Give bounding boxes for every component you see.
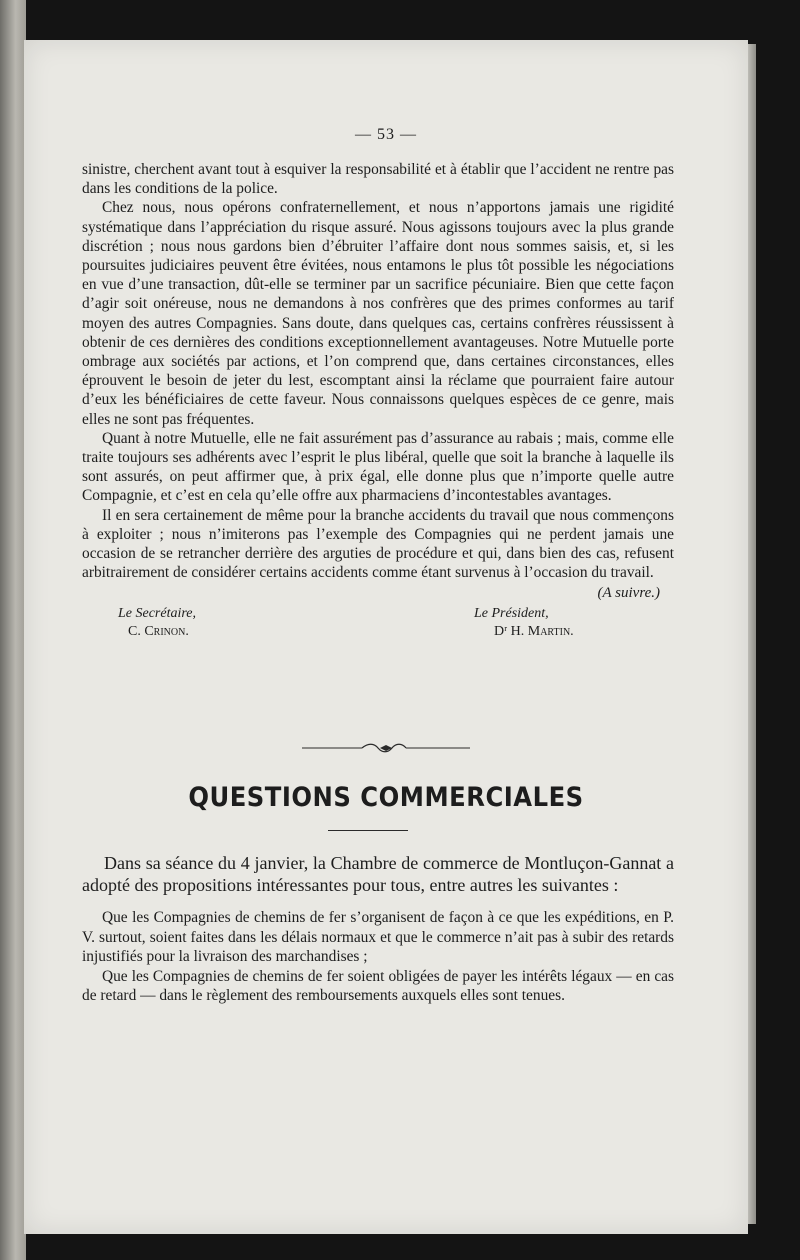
secretary-signature <box>118 605 196 641</box>
title-underline <box>328 830 408 831</box>
proposition-item: Que les Compagnies de chemins de fer soient obligées de payer les intérêts légaux — en cas de retard — dans le règlement des remboursements auxquels elles sont tenues. <box>82 967 674 1004</box>
signature-block <box>82 605 674 645</box>
section-body <box>82 852 674 1006</box>
page-edge-shadow <box>748 44 756 1224</box>
president-signature <box>474 605 574 641</box>
president-name: Dʳ H. Martin. <box>494 624 574 640</box>
section-intro: Dans sa séance du 4 janvier, la Chambre de commerce de Montluçon-Gannat a adopté des propositions intéressantes pour tous, entre autres les suivantes : <box>82 853 674 895</box>
adjacent-page-edge <box>0 0 26 1260</box>
paragraph: Quant à notre Mutuelle, elle ne fait assurément pas d’assurance au rabais ; mais, comme elle traite toujours ses adhérents avec l’esprit le plus libéral, quelle que soit la branche à laquelle ils sont assurés, on peut affirmer que, à prix égal, elle donne plus que n’importe quelle autre Compagnie, et c’est en cela qu’elle offre aux pharmaciens d’incontestables avantages. <box>82 429 674 505</box>
to-be-continued-note: (A suivre.) <box>597 585 660 602</box>
article-body <box>82 160 674 645</box>
paragraph: sinistre, cherchent avant tout à esquiver la responsabilité et à établir que l’accident ne rentre pas dans les conditions de la police. <box>82 161 674 198</box>
proposition-item: Que les Compagnies de chemins de fer s’organisent de façon à ce que les expéditions, en P. V. surtout, soient faites dans les délais normaux et que le commerce n’ait pas à subir des retards injustifiés pour la livraison des marchandises ; <box>82 909 674 965</box>
ornament-divider <box>302 742 470 754</box>
page-number: — 53 — <box>355 126 417 143</box>
paragraph: Chez nous, nous opérons confraternellement, et nous n’apportons jamais une rigidité systématique dans l’appréciation du risque assuré. Nous agissons toujours avec la plus grande discrétion ; nous nous gardons bien d’ébruiter l’affaire dont nous sommes saisis, et, si les poursuites judiciaires peuvent être évitées, nous entamons le plus tôt possible les négociations en vue d’une transaction, dût-elle se terminer par un sacrifice pécuniaire. Bien que cette façon d’agir soit onéreuse, nous ne demandons à nos confrères que des primes conformes au tarif moyen des autres Compagnies. Sans doute, dans quelques cas, certains confrères réussissent à obtenir de ces dernières des conditions exceptionnellement avantageuses. Notre Mutuelle porte ombrage aux sociétés par actions, et l’on comprend que, dans certaines circonstances, elles éprouvent le besoin de jeter du lest, escomptant ainsi la réclame que pourraient faire autour d’eux les bénéficiaires de cette faveur. Nous connaissons quelques espèces de ce genre, mais elles ne sont pas fréquentes. <box>82 199 674 428</box>
president-role: Le Président, <box>474 606 549 622</box>
document-page <box>24 40 748 1234</box>
section-title: QUESTIONS COMMERCIALES <box>188 782 584 813</box>
secretary-role: Le Secrétaire, <box>118 606 197 622</box>
secretary-name: C. Crinon. <box>128 624 189 640</box>
paragraph: Il en sera certainement de même pour la branche accidents du travail que nous commençons à exploiter ; nous n’imiterons pas l’exemple des Compagnies qui ne perdent jamais une occasion de se retrancher derrière des arguties de procédure et qui, dans bien des cas, refusent arbitrairement de considérer certains accidents comme étant survenus à l’occasion du travail. <box>82 506 674 582</box>
